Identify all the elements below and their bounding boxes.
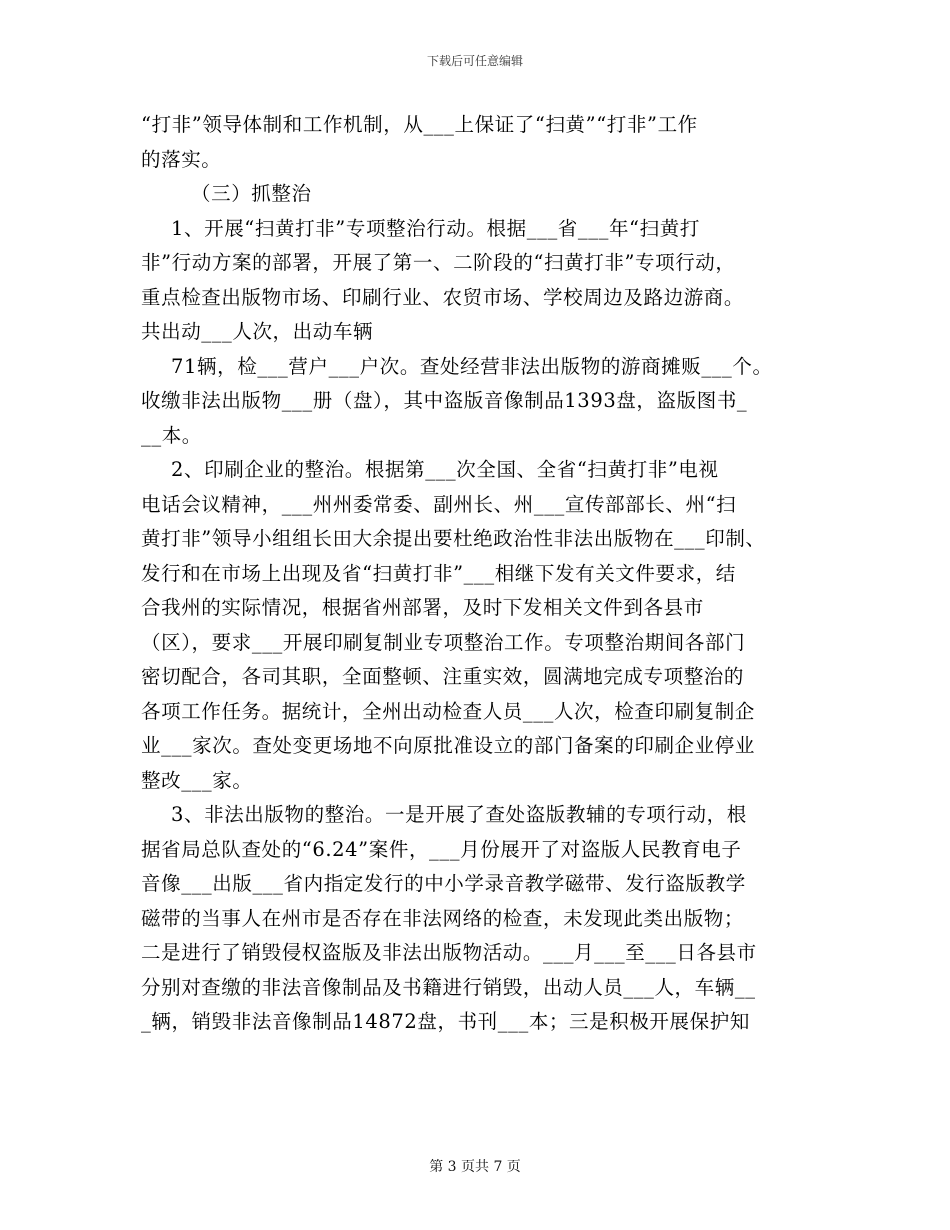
- text-line: 共出动___人次，出动车辆: [141, 320, 374, 343]
- text-line: 收缴非法出版物___册（盘），其中盗版音像制品1393盘，盗版图书_: [141, 389, 748, 412]
- text-line: 2、印刷企业的整治。根据第___次全国、全省“扫黄打非”电视: [171, 458, 719, 481]
- page-footer: 第 3 页共 7 页: [429, 1159, 521, 1175]
- text-line: 二是进行了销毁侵权盗版及非法出版物活动。___月___至___日各县市: [141, 941, 757, 964]
- text-line: 的落实。: [141, 147, 222, 171]
- section-heading: （三）抓整治: [191, 182, 312, 205]
- text-line: 非”行动方案的部署，开展了第一、二阶段的“扫黄打非”专项行动，: [141, 251, 736, 274]
- text-line: （区），要求___开展印刷复制业专项整治工作。专项整治期间各部门: [141, 630, 746, 654]
- text-line: 电话会议精神，___州州委常委、副州长、州___宣传部部长、州“扫: [141, 492, 737, 516]
- text-line: “打非”领导体制和工作机制，从___上保证了“扫黄”“打非”工作: [141, 113, 698, 136]
- text-line: 整改___家。: [141, 768, 253, 792]
- text-line: 分别对查缴的非法音像制品及书籍进行销毁，出动人员___人，车辆__: [141, 975, 756, 999]
- text-line: 各项工作任务。据统计，全州出动检查人员___人次，检查印刷复制企: [141, 699, 755, 723]
- text-line: 71辆，检___营户___户次。查处经营非法出版物的游商摊贩___个。: [171, 354, 773, 378]
- page-header: 下载后可任意编辑: [426, 54, 523, 68]
- document-body: [141, 108, 811, 1040]
- text-line: __本。: [141, 423, 202, 447]
- text-line: _辆，销毁非法音像制品14872盘，书刊___本；三是积极开展保护知: [141, 1010, 750, 1033]
- text-line: 密切配合，各司其职，全面整顿、注重实效，圆满地完成专项整治的: [141, 665, 745, 688]
- text-line: 合我州的实际情况，根据省州部署，及时下发相关文件到各县市: [141, 596, 704, 619]
- text-line: 业___家次。查处变更场地不向原批准设立的部门备案的印刷企业停业: [141, 734, 755, 757]
- text-line: 磁带的当事人在州市是否存在非法网络的检查，未发现此类出版物；: [141, 906, 745, 930]
- text-line: 音像___出版___省内指定发行的中小学录音教学磁带、发行盗版教学: [141, 872, 746, 895]
- text-line: 1、开展“扫黄打非”专项整治行动。根据___省___年“扫黄打: [171, 216, 700, 240]
- text-line: 据省局总队查处的“6.24”案件，___月份展开了对盗版人民教育电子: [141, 837, 742, 861]
- text-line: 重点检查出版物市场、印刷行业、农贸市场、学校周边及路边游商。: [141, 285, 745, 309]
- text-line: 发行和在市场上出现及省“扫黄打非”___相继下发有关文件要求，结: [141, 561, 736, 585]
- text-line: 3、非法出版物的整治。一是开展了查处盗版教辅的专项行动，根: [171, 803, 747, 826]
- text-line: 黄打非”领导小组组长田大余提出要杜绝政治性非法出版物在___印制、: [141, 527, 766, 550]
